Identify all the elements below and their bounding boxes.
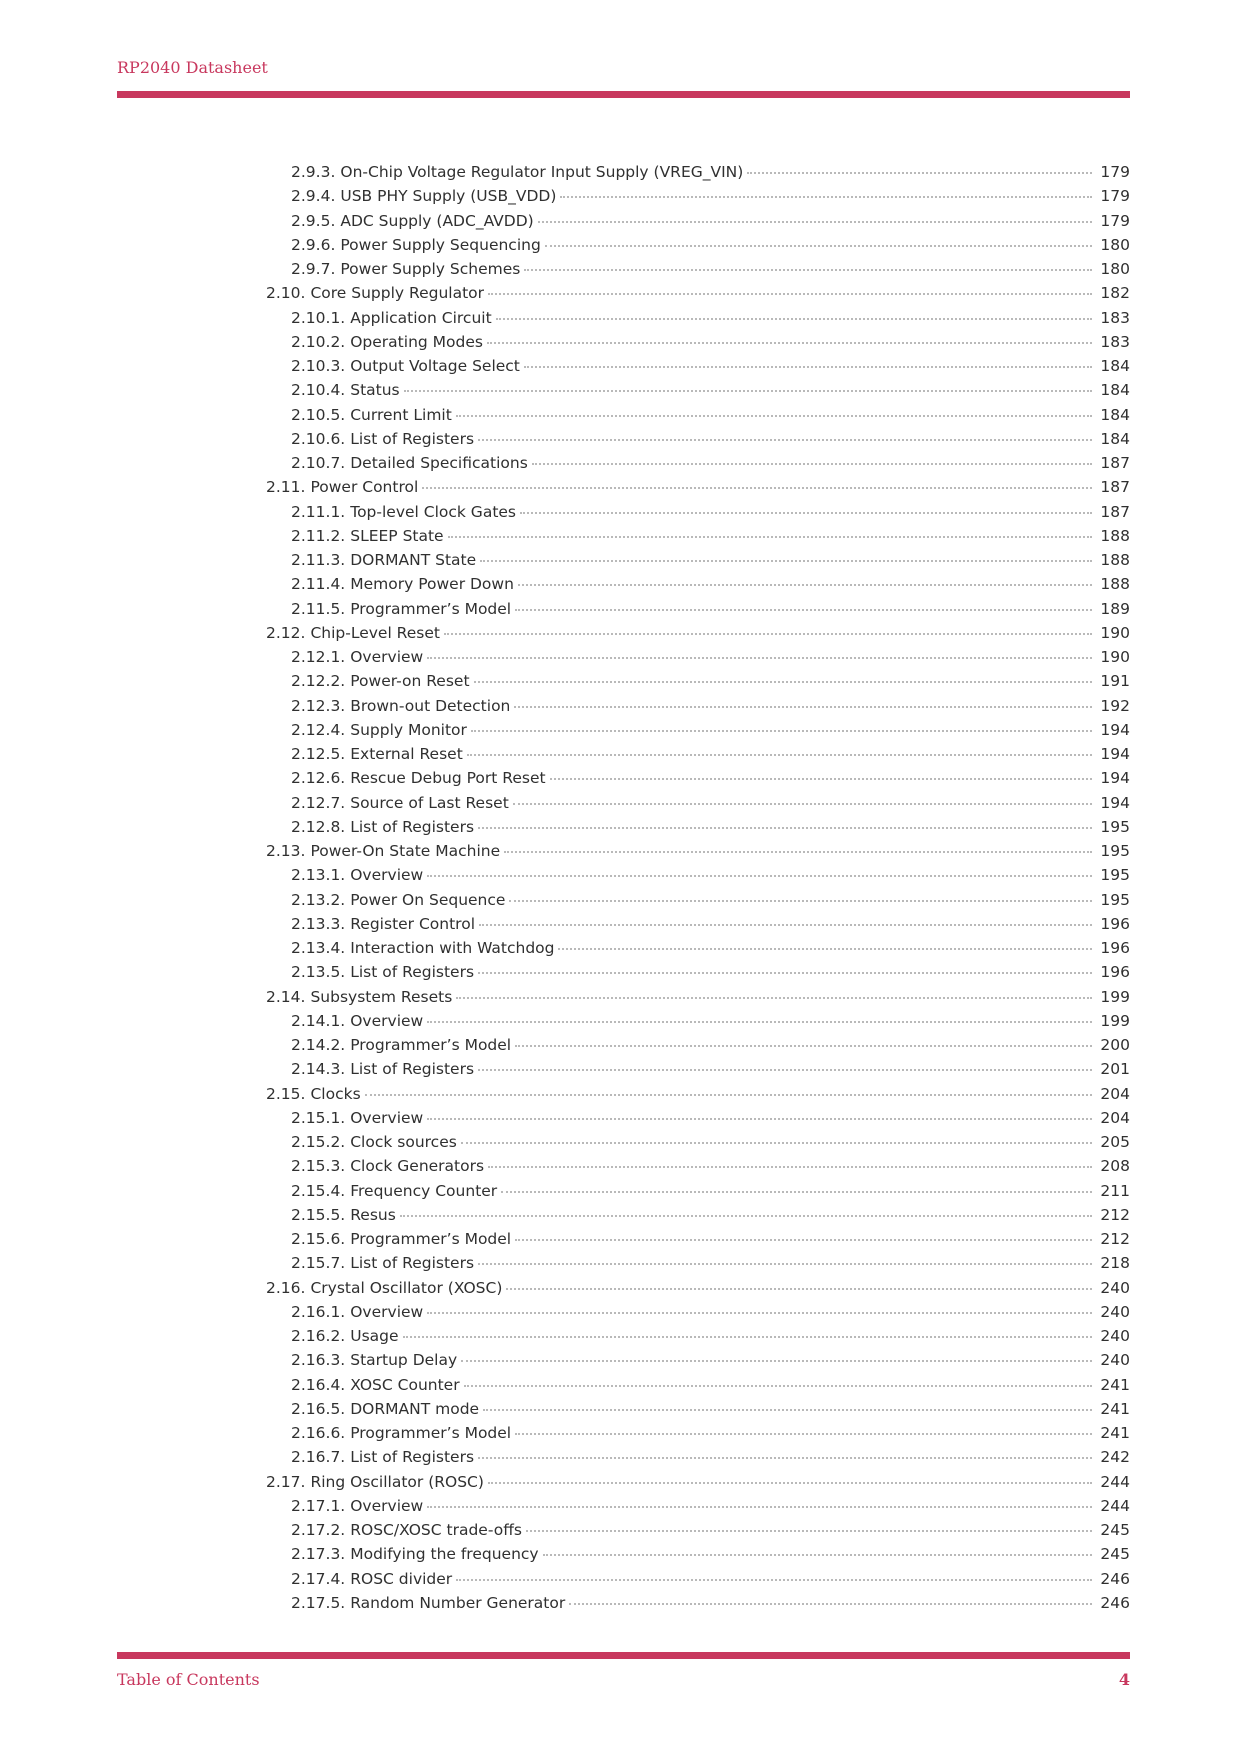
toc-entry-number: 2.14.2.: [291, 1036, 346, 1054]
toc-entry-page: 184: [1100, 405, 1130, 424]
toc-entry-number: 2.10.: [266, 284, 306, 303]
toc-entry-page: 187: [1100, 502, 1130, 521]
dot-leader: [464, 1373, 1092, 1387]
toc-entry-title: Ring Oscillator (ROSC): [310, 1472, 484, 1491]
dot-leader: [403, 1324, 1092, 1338]
toc-entry-page: 179: [1100, 163, 1130, 181]
toc-entry-page: 211: [1100, 1181, 1130, 1200]
toc-entry-number: 2.15.1.: [291, 1108, 346, 1127]
toc-entry-number: 2.9.4.: [291, 187, 336, 206]
toc-entry-page: 184: [1100, 357, 1130, 375]
toc-entry-number: 2.11.3.: [291, 551, 346, 569]
toc-entry-title: Subsystem Resets: [310, 987, 453, 1006]
toc-entry-number: 2.10.6.: [291, 429, 346, 448]
toc-entry-page: 201: [1100, 1060, 1130, 1079]
dot-leader: [569, 1591, 1092, 1605]
toc-entry-number: 2.17.4.: [291, 1569, 346, 1588]
toc-entry-title: List of Registers: [350, 963, 475, 982]
toc-entry-page: 205: [1100, 1133, 1130, 1151]
toc-entry-number: 2.11.: [266, 478, 306, 497]
toc-entry-number: 2.17.2.: [291, 1521, 346, 1539]
toc-entry-number: 2.13.3.: [291, 914, 346, 933]
toc-entry-number: 2.15.: [266, 1084, 306, 1103]
toc-entry-number: 2.9.5.: [291, 211, 336, 230]
toc-entry-page: 196: [1100, 963, 1130, 982]
toc-entry-number: 2.10.1.: [291, 308, 346, 327]
toc-entry-title: Power-On State Machine: [310, 842, 501, 860]
toc-entry-title: Frequency Counter: [350, 1181, 498, 1200]
toc-entry-number: 2.16.5.: [291, 1399, 346, 1418]
toc-entry-title: Overview: [350, 866, 424, 885]
toc-entry-page: 187: [1100, 478, 1130, 497]
dot-leader: [427, 1494, 1092, 1508]
dot-leader: [515, 597, 1092, 611]
toc-entry-number: 2.15.3.: [291, 1157, 346, 1176]
dot-leader: [444, 621, 1092, 635]
dot-leader: [422, 475, 1092, 489]
toc-entry-title: Programmer’s Model: [350, 1424, 512, 1442]
toc-entry-page: 241: [1100, 1375, 1130, 1394]
toc-entry-title: External Reset: [350, 745, 463, 763]
dot-leader: [427, 1300, 1092, 1314]
toc-entry-title: Operating Modes: [350, 332, 483, 351]
toc-entry-page: 246: [1100, 1593, 1130, 1612]
toc-entry-title: Clock Generators: [350, 1157, 485, 1176]
dot-leader: [478, 1057, 1092, 1071]
toc-entry-number: 2.17.5.: [291, 1593, 346, 1612]
toc-entry-page: 184: [1100, 429, 1130, 448]
toc-entry-title: Core Supply Regulator: [310, 284, 485, 303]
toc-entry-page: 195: [1100, 866, 1130, 885]
toc-entry-title: Supply Monitor: [350, 720, 467, 739]
toc-entry-page: 240: [1100, 1278, 1130, 1297]
toc-entry-page: 208: [1100, 1157, 1130, 1176]
dot-leader: [400, 1203, 1092, 1217]
toc-entry-page: 199: [1100, 987, 1130, 1006]
toc-entry-title: Status: [350, 381, 400, 400]
toc-entry-title: Overview: [350, 1302, 424, 1321]
dot-leader: [478, 960, 1092, 974]
toc-entry-number: 2.13.: [266, 842, 306, 860]
dot-leader: [404, 378, 1092, 392]
toc-entry-number: 2.15.5.: [291, 1205, 346, 1224]
toc-entry-title: Top-level Clock Gates: [350, 502, 517, 521]
toc-entry-page: 244: [1100, 1472, 1130, 1491]
dot-leader: [496, 306, 1092, 320]
toc-entry-page: 242: [1100, 1448, 1130, 1467]
toc-entry-title: Rescue Debug Port Reset: [350, 769, 546, 788]
toc-entry-title: Power Supply Sequencing: [340, 235, 541, 254]
toc-entry-title: Register Control: [350, 914, 476, 933]
toc-entry-number: 2.13.1.: [291, 866, 346, 885]
toc-entry-page: 194: [1100, 793, 1130, 812]
toc-entry-page: 180: [1100, 260, 1130, 278]
toc-entry-number: 2.10.5.: [291, 405, 346, 424]
toc-entry-title: List of Registers: [350, 817, 475, 836]
toc-entry-number: 2.9.6.: [291, 235, 336, 254]
toc-entry-title: Interaction with Watchdog: [350, 939, 555, 957]
toc-entry-number: 2.15.4.: [291, 1181, 346, 1200]
toc-entry-page: 194: [1100, 745, 1130, 763]
toc-entry-page: 199: [1100, 1011, 1130, 1030]
toc-entry-number: 2.16.3.: [291, 1351, 346, 1370]
toc-entry-number: 2.14.3.: [291, 1060, 346, 1079]
toc-entry-title: Power Control: [310, 478, 419, 497]
dot-leader: [550, 766, 1092, 780]
toc-entry-number: 2.10.7.: [291, 454, 346, 472]
dot-leader: [448, 524, 1092, 538]
toc-entry-page: 184: [1100, 381, 1130, 400]
toc-entry-title: Crystal Oscillator (XOSC): [310, 1278, 503, 1297]
dot-leader: [543, 1542, 1092, 1556]
toc-entry-number: 2.17.3.: [291, 1545, 346, 1564]
toc-entry-title: Startup Delay: [350, 1351, 458, 1370]
dot-leader: [474, 669, 1092, 683]
dot-leader: [488, 281, 1092, 295]
toc-entry-number: 2.17.1.: [291, 1496, 346, 1515]
dot-leader: [461, 1348, 1092, 1362]
toc-entry-page: 190: [1100, 648, 1130, 666]
toc-entry-title: Programmer’s Model: [350, 599, 512, 618]
toc-entry-number: 2.10.2.: [291, 332, 346, 351]
toc-entry-number: 2.11.1.: [291, 502, 346, 521]
toc-entry-number: 2.10.4.: [291, 381, 346, 400]
toc-entry-page: 188: [1100, 526, 1130, 545]
toc-entry-title: SLEEP State: [350, 526, 444, 545]
dot-leader: [427, 863, 1092, 877]
dot-leader: [365, 1082, 1092, 1096]
dot-leader: [747, 160, 1092, 174]
toc-entry-page: 204: [1100, 1108, 1130, 1127]
toc-entry-page: 182: [1100, 284, 1130, 303]
dot-leader: [456, 985, 1092, 999]
toc-entry-number: 2.17.: [266, 1472, 306, 1491]
toc-entry-number: 2.11.5.: [291, 599, 346, 618]
dot-leader: [560, 184, 1092, 198]
document-title: RP2040 Datasheet: [117, 58, 268, 77]
dot-leader: [526, 1518, 1092, 1532]
toc-entry-title: Source of Last Reset: [350, 793, 509, 812]
toc-entry-number: 2.14.: [266, 987, 306, 1006]
toc-entry-title: List of Registers: [350, 1448, 475, 1467]
toc-entry-page: 240: [1100, 1302, 1130, 1321]
toc-entry-number: 2.12.8.: [291, 817, 346, 836]
toc-entry-title: Programmer’s Model: [350, 1036, 512, 1054]
dot-leader: [515, 1421, 1092, 1435]
toc-entry-page: 188: [1100, 575, 1130, 594]
toc-entry-number: 2.16.2.: [291, 1327, 346, 1345]
dot-leader: [513, 791, 1092, 805]
toc-entry-page: 195: [1100, 817, 1130, 836]
dot-leader: [483, 1397, 1092, 1411]
toc-entry-page: 179: [1100, 211, 1130, 230]
toc-entry-number: 2.16.4.: [291, 1375, 346, 1394]
dot-leader: [467, 742, 1092, 756]
dot-leader: [456, 403, 1092, 417]
dot-leader: [501, 1179, 1092, 1193]
toc-entry-number: 2.13.5.: [291, 963, 346, 982]
toc-entry-title: Clocks: [310, 1084, 361, 1103]
toc-entry-page: 192: [1100, 696, 1130, 715]
dot-leader: [471, 718, 1092, 732]
toc-entry-number: 2.16.7.: [291, 1448, 346, 1467]
dot-leader: [506, 1276, 1092, 1290]
toc-entry-page: 183: [1100, 308, 1130, 327]
toc-entry-page: 191: [1100, 672, 1130, 691]
dot-leader: [427, 645, 1092, 659]
toc-entry-title: List of Registers: [350, 1060, 475, 1079]
toc-entry-page: 188: [1100, 551, 1130, 569]
toc-entry-number: 2.12.6.: [291, 769, 346, 788]
dot-leader: [532, 451, 1092, 465]
dot-leader: [478, 1251, 1092, 1265]
toc-entry-number: 2.16.1.: [291, 1302, 346, 1321]
toc-entry-title: Power-on Reset: [350, 672, 470, 691]
toc-entry-number: 2.14.1.: [291, 1011, 346, 1030]
toc-entry-number: 2.11.2.: [291, 526, 346, 545]
toc-entry-title: Programmer’s Model: [350, 1230, 512, 1248]
dot-leader: [480, 548, 1092, 562]
toc-entry-page: 180: [1100, 235, 1130, 254]
toc-entry-title: XOSC Counter: [350, 1375, 460, 1394]
dot-leader: [509, 888, 1092, 902]
toc-entry-title: Memory Power Down: [350, 575, 514, 594]
dot-leader: [515, 1033, 1092, 1047]
toc-entry-page: 196: [1100, 914, 1130, 933]
toc-entry-page: 179: [1100, 187, 1130, 206]
dot-leader: [427, 1009, 1092, 1023]
toc-entry-page: 204: [1100, 1084, 1130, 1103]
toc-entry-page: 240: [1100, 1327, 1130, 1345]
toc-entry-title: Overview: [350, 1011, 424, 1030]
toc-entry-title: Output Voltage Select: [350, 357, 520, 375]
toc-entry-title: Chip-Level Reset: [310, 623, 440, 642]
toc-entry-page: 200: [1100, 1036, 1130, 1054]
toc-entry-title: Overview: [350, 648, 424, 666]
toc-entry-page: 194: [1100, 769, 1130, 788]
dot-leader: [520, 500, 1092, 514]
toc-entry-title: Usage: [350, 1327, 399, 1345]
toc-entry-number: 2.13.2.: [291, 890, 346, 909]
toc-entry-page: 196: [1100, 939, 1130, 957]
toc-entry-page: 244: [1100, 1496, 1130, 1515]
toc-entry-number: 2.15.6.: [291, 1230, 346, 1248]
toc-entry-title: Overview: [350, 1108, 424, 1127]
toc-entry-title: Power On Sequence: [350, 890, 506, 909]
dot-leader: [558, 936, 1092, 950]
toc-entry-number: 2.9.3.: [291, 163, 336, 181]
dot-leader: [488, 1154, 1092, 1168]
footer-rule: [117, 1652, 1130, 1659]
toc-entry-page: 194: [1100, 720, 1130, 739]
toc-entry-title: Random Number Generator: [350, 1593, 566, 1612]
toc-entry-number: 2.12.7.: [291, 793, 346, 812]
toc-entry-number: 2.15.2.: [291, 1133, 346, 1151]
dot-leader: [515, 1227, 1092, 1241]
toc-entry-title: DORMANT State: [350, 551, 477, 569]
dot-leader: [478, 815, 1092, 829]
toc-entry-page: 190: [1100, 623, 1130, 642]
toc-entry-page: 183: [1100, 332, 1130, 351]
header-rule: [117, 91, 1130, 98]
dot-leader: [538, 209, 1092, 223]
toc-entry-number: 2.10.3.: [291, 357, 346, 375]
toc-entry-number: 2.12.4.: [291, 720, 346, 739]
toc-entry-number: 2.11.4.: [291, 575, 346, 594]
toc-entry-page: 212: [1100, 1230, 1130, 1248]
dot-leader: [514, 694, 1092, 708]
toc-entry-number: 2.12.1.: [291, 648, 346, 666]
toc-entry-title: On-Chip Voltage Regulator Input Supply (VREG_VIN): [340, 163, 744, 181]
dot-leader: [524, 354, 1092, 368]
dot-leader: [524, 257, 1092, 271]
toc-entry[interactable]: [0, 1594, 1240, 1618]
dot-leader: [518, 572, 1092, 586]
toc-entry-number: 2.12.: [266, 623, 306, 642]
dot-leader: [456, 1567, 1092, 1581]
toc-entry-title: Resus: [350, 1205, 396, 1224]
footer-section-name: Table of Contents: [117, 1670, 260, 1689]
dot-leader: [487, 330, 1092, 344]
toc-entry-title: Current Limit: [350, 405, 452, 424]
toc-entry-title: List of Registers: [350, 429, 475, 448]
dot-leader: [545, 233, 1092, 247]
dot-leader: [461, 1130, 1092, 1144]
toc-entry-page: 189: [1100, 599, 1130, 618]
toc-entry-page: 212: [1100, 1205, 1130, 1224]
table-of-contents: [0, 163, 1240, 1618]
toc-entry-title: Brown-out Detection: [350, 696, 511, 715]
toc-entry-page: 241: [1100, 1399, 1130, 1418]
toc-entry-number: 2.9.7.: [291, 260, 336, 278]
toc-entry-page: 241: [1100, 1424, 1130, 1442]
dot-leader: [478, 427, 1092, 441]
toc-entry-page: 218: [1100, 1254, 1130, 1273]
dot-leader: [478, 1445, 1092, 1459]
toc-entry-title: Application Circuit: [350, 308, 492, 327]
dot-leader: [479, 912, 1092, 926]
toc-entry-page: 240: [1100, 1351, 1130, 1370]
toc-entry-title: Clock sources: [350, 1133, 457, 1151]
toc-entry-title: USB PHY Supply (USB_VDD): [340, 187, 557, 206]
toc-entry-number: 2.16.: [266, 1278, 306, 1297]
toc-entry-page: 195: [1100, 842, 1130, 860]
toc-entry-page: 245: [1100, 1521, 1130, 1539]
toc-entry-page: 195: [1100, 890, 1130, 909]
toc-entry-number: 2.16.6.: [291, 1424, 346, 1442]
toc-entry-title: List of Registers: [350, 1254, 475, 1273]
toc-entry-title: ADC Supply (ADC_AVDD): [340, 211, 534, 230]
dot-leader: [427, 1106, 1092, 1120]
toc-entry-title: Modifying the frequency: [350, 1545, 539, 1564]
toc-entry-title: ROSC/XOSC trade-offs: [350, 1521, 522, 1539]
dot-leader: [488, 1470, 1092, 1484]
toc-entry-page: 246: [1100, 1569, 1130, 1588]
toc-entry-number: 2.13.4.: [291, 939, 346, 957]
toc-entry-page: 245: [1100, 1545, 1130, 1564]
toc-entry-title: Overview: [350, 1496, 424, 1515]
dot-leader: [504, 839, 1092, 853]
toc-entry-page: 187: [1100, 454, 1130, 472]
toc-entry-title: Power Supply Schemes: [340, 260, 521, 278]
toc-entry-number: 2.15.7.: [291, 1254, 346, 1273]
toc-entry-number: 2.12.2.: [291, 672, 346, 691]
toc-entry-title: DORMANT mode: [350, 1399, 480, 1418]
toc-entry-number: 2.12.3.: [291, 696, 346, 715]
toc-entry-number: 2.12.5.: [291, 745, 346, 763]
page-number: 4: [1118, 1670, 1130, 1689]
toc-entry-title: Detailed Specifications: [350, 454, 528, 472]
toc-entry-title: ROSC divider: [350, 1569, 453, 1588]
